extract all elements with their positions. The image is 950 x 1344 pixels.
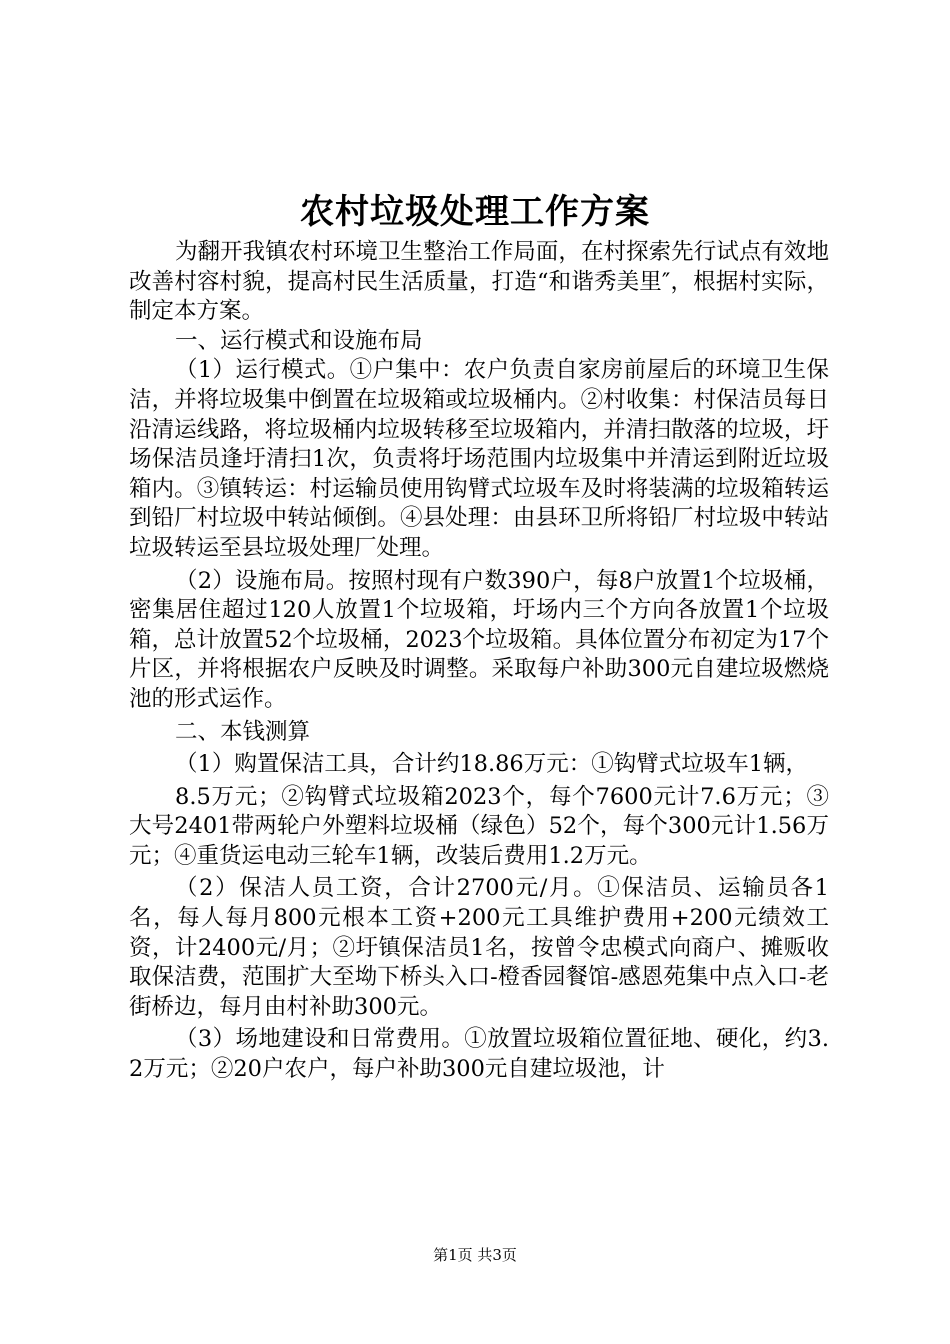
intro-paragraph: 为翻开我镇农村环境卫生整治工作局面，在村探索先行试点有效地改善村容村貌，提高村民生活质量，打造“和谐秀美里″，根据村实际，制定本方案。 (129, 239, 829, 325)
paragraph-operation-mode: （1）运行模式。①户集中：农户负责自家房前屋后的环境卫生保洁，并将垃圾集中倒置在垃圾箱或垃圾桶内。②村收集：村保洁员每日沿清运线路，将垃圾桶内垃圾转移至垃圾箱内，并清扫散落的垃圾，圩场保洁员逢圩清扫1次，负责将圩场范围内垃圾集中并清运到附近垃圾箱内。③镇转运：村运输员使用钩臂式垃圾车及时将装满的垃圾箱转运到铅厂村垃圾中转站倾倒。④县处理：由县环卫所将铅厂村垃圾中转站垃圾转运至县垃圾处理厂处理。 (129, 357, 829, 561)
paragraph-cleaning-tools: （1）购置保洁工具，合计约18.86万元：①钩臂式垃圾车1辆， (175, 751, 809, 778)
paragraph-staff-wages: （2）保洁人员工资，合计2700元/月。①保洁员、运输员各1名，每人每月800元根本工资+200元工具维护费用+200元绩效工资，计2400元/月；②圩镇保洁员1名，按曾令忠模式向商户、摊贩收取保洁费，范围扩大至坳下桥头入口-橙香园餐馆-感恩苑集中点入口-老街桥边，每月由村补助300元。 (129, 875, 829, 1020)
document-body (129, 238, 829, 1085)
section-heading-1: 一、运行模式和设施布局 (175, 327, 423, 354)
paragraph-facility-layout: （2）设施布局。按照村现有户数390户，每8户放置1个垃圾桶，密集居住超过120人放置1个垃圾箱，圩场内三个方向各放置1个垃圾箱，总计放置52个垃圾桶，2023个垃圾箱。具体位置分布初定为17个片区，并将根据农户反映及时调整。采取每户补助300元自建垃圾燃烧池的形式运作。 (129, 567, 829, 712)
page-footer: 第1页 共3页 (433, 1246, 517, 1264)
paragraph-site-costs: （3）场地建设和日常费用。①放置垃圾箱位置征地、硬化，约3.2万元；②20户农户，每户补助300元自建垃圾池，计 (129, 1026, 829, 1083)
document-title: 农村垃圾处理工作方案 (300, 192, 650, 232)
paragraph-cleaning-tools-cont: 8.5万元；②钩臂式垃圾箱2023个，每个7600元计7.6万元；③大号2401带两轮户外塑料垃圾桶（绿色）52个，每个300元计1.56万元；④重货运电动三轮车1辆，改装后费用1.2万元。 (129, 783, 829, 869)
section-heading-2: 二、本钱测算 (175, 718, 311, 745)
